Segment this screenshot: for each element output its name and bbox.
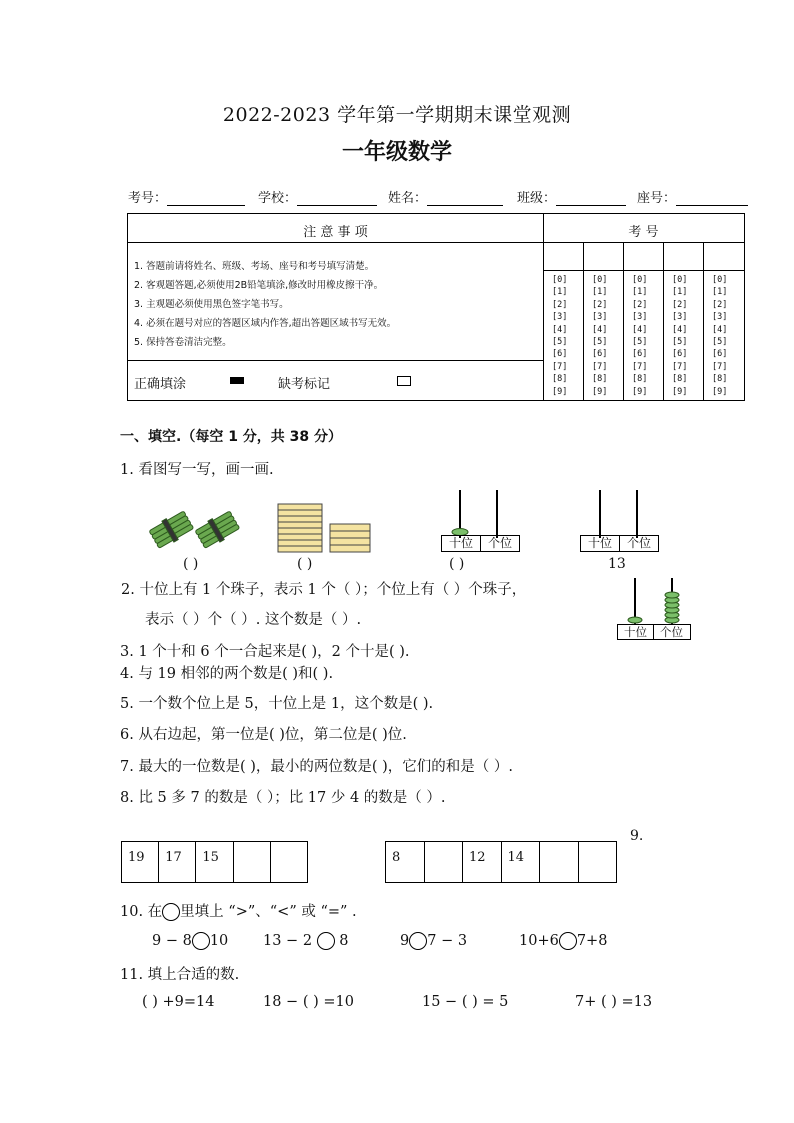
exam-digit-bubble[interactable]: [4] [552, 324, 568, 335]
question-9-label: 9. [630, 828, 644, 844]
compare-circle[interactable] [409, 932, 427, 950]
fill-blank-item[interactable]: 18 − ( ) =10 [263, 994, 354, 1010]
compare-circle [162, 903, 180, 921]
sequence-cell: 15 [196, 842, 233, 882]
question-7: 7. 最大的一位数是( )，最小的两位数是( )，它们的和是（ ）. [120, 759, 514, 775]
exam-digit-bubble[interactable]: [2] [632, 299, 648, 310]
compare-item: 10+6 7+8 [519, 933, 608, 949]
abacus-base: 十位 个位 [441, 535, 520, 552]
exam-digit-bubble[interactable]: [3] [672, 312, 688, 323]
exam-digit-bubble[interactable]: [0] [632, 275, 648, 285]
exam-digit-bubble[interactable]: [6] [592, 349, 608, 360]
notice-item: 2. 客观题答题,必须使用2B铅笔填涂,修改时用橡皮擦干净。 [134, 280, 384, 291]
exam-digit-bubble[interactable]: [3] [552, 312, 568, 323]
block-stacks-image [272, 498, 376, 554]
abacus-with-beads [617, 576, 692, 626]
exam-digit-bubble[interactable]: [0] [552, 275, 568, 285]
class-field[interactable]: 班级： [517, 187, 626, 206]
exam-digit-bubble[interactable]: [4] [712, 324, 728, 335]
exam-digit-bubble[interactable]: [5] [552, 337, 568, 348]
question-5: 5. 一个数个位上是 5，十位上是 1，这个数是( ). [120, 696, 434, 712]
sequence-blank-cell[interactable] [425, 842, 464, 882]
exam-digit-bubble[interactable]: [3] [632, 312, 648, 323]
exam-digit-bubble[interactable]: [5] [632, 337, 648, 348]
exam-digit-bubble[interactable]: [0] [672, 275, 688, 285]
exam-digit-bubble[interactable]: [8] [712, 374, 728, 385]
compare-circle[interactable] [559, 932, 577, 950]
exam-digit-bubble[interactable]: [9] [672, 386, 688, 397]
exam-digit-bubble[interactable]: [6] [632, 349, 648, 360]
exam-digit-bubble[interactable]: [5] [672, 337, 688, 348]
sequence-blank-cell[interactable] [540, 842, 579, 882]
question-4: 4. 与 19 相邻的两个数是( )和( ). [120, 666, 334, 682]
sequence-cell: 12 [463, 842, 502, 882]
exam-digit-bubble[interactable]: [1] [592, 287, 608, 298]
exam-digit-bubble[interactable]: [0] [712, 275, 728, 285]
exam-digit-bubble[interactable]: [3] [712, 312, 728, 323]
number-sequence-2 [385, 841, 617, 883]
page-subtitle: 一年级数学 [341, 140, 452, 165]
notice-heading: 注 意 事 项 [303, 225, 368, 240]
question-8: 8. 比 5 多 7 的数是（ ）；比 17 少 4 的数是（ ）. [120, 790, 446, 806]
page-title: 2022-2023 学年第一学期期末课堂观测 [222, 104, 572, 126]
exam-digit-bubble[interactable]: [7] [672, 361, 688, 372]
question-3: 3. 1 个十和 6 个一合起来是( )，2 个十是( ). [120, 644, 410, 660]
question-2: 2. 十位上有 1 个珠子，表示 1 个（ ）；个位上有（ ）个珠子， [121, 582, 527, 598]
sequence-cell: 19 [122, 842, 159, 882]
exam-digit-bubble[interactable]: [5] [592, 337, 608, 348]
name-field[interactable]: 姓名： [388, 187, 503, 206]
sequence-cell: 17 [159, 842, 196, 882]
number-sequence-1 [121, 841, 308, 883]
exam-digit-bubble[interactable]: [2] [592, 299, 608, 310]
exam-digit-column [552, 274, 567, 398]
fill-blank-item[interactable]: ( ) +9=14 [142, 994, 215, 1010]
exam-digit-bubble[interactable]: [1] [632, 287, 648, 298]
exam-digit-bubble[interactable]: [9] [552, 386, 568, 397]
notice-item: 5. 保持答卷清洁完整。 [134, 337, 232, 348]
answer-blank[interactable]: ( ) [183, 556, 199, 572]
question-6: 6. 从右边起，第一位是( )位，第二位是( )位. [120, 727, 407, 743]
given-number: 13 [608, 556, 626, 572]
correct-fill-sample [230, 377, 244, 384]
exam-digit-bubble[interactable]: [8] [552, 374, 568, 385]
exam-id-field[interactable]: 考号： [128, 187, 245, 206]
answer-sheet-header [127, 213, 745, 401]
section-heading: 一、填空.（每空 1 分，共 38 分） [120, 429, 343, 445]
exam-digit-bubble[interactable]: [4] [672, 324, 688, 335]
compare-item: 9 7 − 3 [400, 933, 468, 949]
notice-item: 4. 必须在题号对应的答题区域内作答,超出答题区域书写无效。 [134, 318, 397, 329]
exam-digit-bubble[interactable]: [5] [712, 337, 728, 348]
exam-digit-column [712, 274, 727, 398]
sequence-cell: 8 [386, 842, 425, 882]
compare-circle[interactable] [192, 932, 210, 950]
exam-digit-column [632, 274, 647, 398]
exam-digit-bubble[interactable]: [8] [672, 374, 688, 385]
question-2-continued: 表示（ ）个（ ）. 这个数是（ ）. [145, 612, 362, 628]
exam-digit-bubble[interactable]: [7] [632, 361, 648, 372]
correct-fill-label: 正确填涂 [134, 377, 187, 392]
exam-digit-bubble[interactable]: [4] [592, 324, 608, 335]
compare-item: 9 − 8 10 [152, 933, 229, 949]
exam-digit-bubble[interactable]: [1] [672, 287, 688, 298]
exam-digit-bubble[interactable]: [6] [552, 349, 568, 360]
exam-digit-bubble[interactable]: [0] [592, 275, 608, 285]
exam-digit-bubble[interactable]: [1] [712, 287, 728, 298]
exam-digit-bubble[interactable]: [3] [592, 312, 608, 323]
compare-circle[interactable] [317, 932, 335, 950]
exam-digit-bubble[interactable]: [9] [592, 386, 608, 397]
exam-digit-bubble[interactable]: [2] [552, 299, 568, 310]
absent-mark-checkbox[interactable] [397, 376, 411, 386]
question-1: 1. 看图写一写，画一画. [120, 462, 274, 478]
abacus-base: 十位 个位 [580, 535, 659, 552]
sequence-blank-cell[interactable] [271, 842, 308, 882]
exam-digit-bubble[interactable]: [6] [712, 349, 728, 360]
question-10: 10. 在 里填上 “>”、“<” 或 “=” . [120, 904, 357, 920]
compare-item: 13 − 2 8 [263, 933, 349, 949]
exam-digit-bubble[interactable]: [1] [552, 287, 568, 298]
school-field[interactable]: 学校： [258, 187, 377, 206]
fill-blank-item[interactable]: 15 − ( ) = 5 [422, 994, 509, 1010]
exam-digit-bubble[interactable]: [7] [552, 361, 568, 372]
abacus-base: 十位 个位 [617, 624, 691, 640]
exam-digit-column [592, 274, 607, 398]
exam-digit-column [672, 274, 687, 398]
exam-digit-bubble[interactable]: [2] [672, 299, 688, 310]
seat-field[interactable]: 座号： [637, 187, 748, 206]
exam-digit-bubble[interactable]: [8] [592, 374, 608, 385]
absent-mark-label: 缺考标记 [278, 377, 331, 392]
sequence-blank-cell[interactable] [234, 842, 271, 882]
exam-digit-bubble[interactable]: [2] [712, 299, 728, 310]
fill-blank-item[interactable]: 7+ ( ) =13 [575, 994, 653, 1010]
stick-bundles-image [146, 506, 246, 556]
sequence-blank-cell[interactable] [579, 842, 618, 882]
sequence-cell: 14 [502, 842, 541, 882]
exam-digit-bubble[interactable]: [9] [712, 386, 728, 397]
notice-item: 3. 主观题必须使用黑色签字笔书写。 [134, 299, 289, 310]
answer-blank[interactable]: ( ) [297, 556, 313, 572]
exam-digit-bubble[interactable]: [8] [632, 374, 648, 385]
answer-blank[interactable]: ( ) [449, 556, 465, 572]
exam-digit-bubble[interactable]: [7] [712, 361, 728, 372]
exam-digit-bubble[interactable]: [4] [632, 324, 648, 335]
exam-number-heading: 考 号 [628, 225, 659, 240]
notice-item: 1. 答题前请将姓名、班级、考场、座号和考号填写清楚。 [134, 261, 375, 272]
exam-digit-bubble[interactable]: [9] [632, 386, 648, 397]
question-11: 11. 填上合适的数. [120, 967, 240, 983]
exam-digit-bubble[interactable]: [6] [672, 349, 688, 360]
exam-digit-bubble[interactable]: [7] [592, 361, 608, 372]
